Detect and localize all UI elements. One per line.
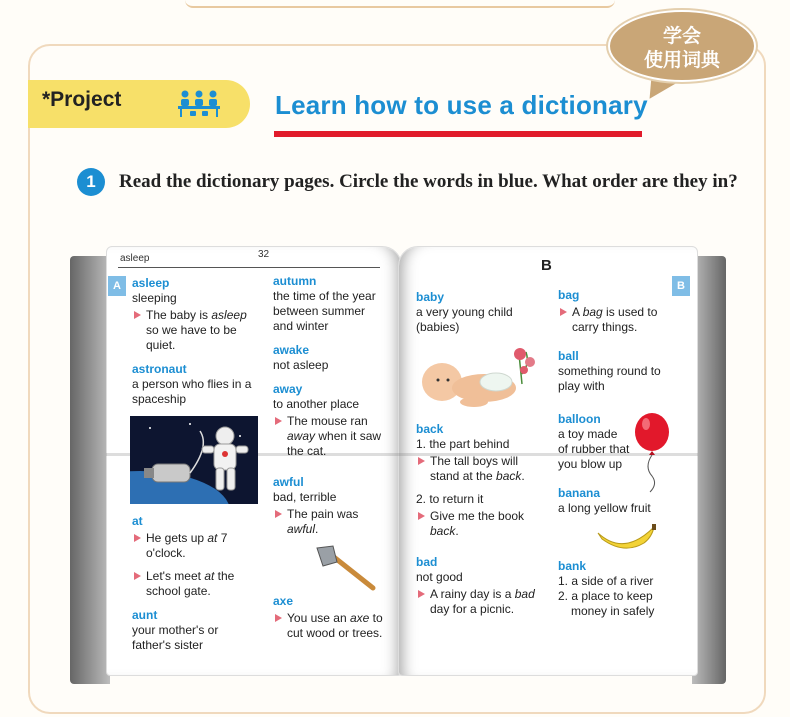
entry-away xyxy=(273,382,388,459)
entry-at xyxy=(132,514,257,599)
definition: 2. to return it xyxy=(416,492,484,506)
definition: to another place xyxy=(273,397,360,411)
definition: 2. a place to keep money in safely xyxy=(558,589,655,618)
example-text: The pain was xyxy=(287,507,359,521)
headword: baby xyxy=(416,290,445,304)
example-keyword: back xyxy=(496,469,522,483)
definition: a very young child (babies) xyxy=(416,305,513,334)
headword: awful xyxy=(273,475,304,489)
group-work-icon xyxy=(176,88,222,118)
example xyxy=(132,569,257,599)
example-text: You use an xyxy=(287,611,350,625)
example-text: Give me the book xyxy=(430,509,525,523)
example-keyword: back xyxy=(430,524,456,538)
thumb-tab-a: A xyxy=(108,276,126,296)
definition: a toy made of rubber that you blow up xyxy=(558,427,630,471)
definition: 1. a side of a river xyxy=(558,574,654,588)
dictionary-column-4 xyxy=(558,288,683,628)
thumb-tab-b: B xyxy=(672,276,690,296)
entry-autumn xyxy=(273,274,388,334)
example-text: The baby is xyxy=(146,308,212,322)
headword: ball xyxy=(558,349,579,363)
section-letter: B xyxy=(541,257,552,274)
example xyxy=(416,509,536,539)
title-underline xyxy=(274,131,642,137)
example-text: so we have to be quiet. xyxy=(146,323,237,352)
entry-bag xyxy=(558,288,683,335)
entry-balloon xyxy=(558,412,683,472)
headword: bag xyxy=(558,288,580,302)
entry-aunt xyxy=(132,608,257,653)
axe-illustration xyxy=(311,544,381,592)
example-text: . xyxy=(315,522,319,536)
definition: the time of the year between summer and winter xyxy=(273,289,376,333)
example-text: The mouse ran xyxy=(287,414,368,428)
entry-back xyxy=(416,422,536,539)
bubble-line-2: 使用词典 xyxy=(643,49,720,71)
example xyxy=(273,414,388,459)
headword: away xyxy=(273,382,303,396)
banana-illustration xyxy=(594,523,658,553)
entry-axe xyxy=(273,594,388,641)
example-text: when it saw the cat. xyxy=(287,429,382,458)
headword: banana xyxy=(558,486,601,500)
definition: not good xyxy=(416,570,463,584)
lesson-title: Learn how to use a dictionary xyxy=(275,90,648,120)
headword: back xyxy=(416,422,444,436)
example xyxy=(132,308,257,353)
example-keyword: axe xyxy=(349,611,370,625)
entry-astronaut xyxy=(132,362,257,407)
example xyxy=(273,611,388,641)
bubble-line-1: 学会 xyxy=(662,25,701,47)
baby-illustration xyxy=(414,344,544,414)
example-keyword: at xyxy=(204,569,215,583)
definition: something round to play with xyxy=(558,364,661,393)
headword: astronaut xyxy=(132,362,187,376)
example-text: Let's meet xyxy=(146,569,205,583)
astronaut-illustration xyxy=(130,416,258,504)
example-text: A rainy day is a xyxy=(430,587,515,601)
definition: sleeping xyxy=(132,291,177,305)
example-keyword: bag xyxy=(582,305,603,319)
example-text: He gets up xyxy=(146,531,208,545)
example-text: day for a picnic. xyxy=(430,602,515,616)
example-text: . xyxy=(521,469,525,483)
definition: a person who flies in a spaceship xyxy=(132,377,252,406)
task-instruction: Read the dictionary pages. Circle the words in blue. What order are they in? xyxy=(119,171,738,192)
definition: your mother's or father's sister xyxy=(132,623,219,652)
example xyxy=(132,531,257,561)
example-keyword: at xyxy=(207,531,218,545)
dictionary-column-3 xyxy=(416,290,536,626)
dictionary-column-1 xyxy=(132,276,257,662)
example xyxy=(416,587,536,617)
page-number: 32 xyxy=(258,249,270,260)
example-text: The tall boys will stand at the xyxy=(430,454,519,483)
definition: a long yellow fruit xyxy=(558,501,651,515)
example-text: the school gate. xyxy=(146,569,235,598)
example xyxy=(273,507,388,537)
entry-awful xyxy=(273,475,388,537)
example-keyword: away xyxy=(287,429,316,443)
definition: not asleep xyxy=(273,358,329,372)
example xyxy=(416,454,536,484)
headword: bad xyxy=(416,555,438,569)
entry-bad xyxy=(416,555,536,617)
headword: at xyxy=(132,514,143,528)
headword: asleep xyxy=(132,276,170,290)
definition: 1. the part behind xyxy=(416,437,510,451)
book-cover-left xyxy=(70,256,110,684)
dictionary-book xyxy=(70,242,726,690)
entry-bank xyxy=(558,559,683,619)
headword: aunt xyxy=(132,608,158,622)
page-header-word: asleep xyxy=(120,253,150,264)
example-text: . xyxy=(455,524,459,538)
example-keyword: asleep xyxy=(211,308,247,322)
entry-ball xyxy=(558,349,683,394)
step-number-badge: 1 xyxy=(77,168,105,196)
entry-awake xyxy=(273,343,388,373)
dictionary-column-2 xyxy=(273,274,388,650)
headword: bank xyxy=(558,559,587,573)
example-text: A xyxy=(572,305,583,319)
headword: awake xyxy=(273,343,310,357)
project-label: *Project xyxy=(42,88,122,111)
example-text: is used to carry things. xyxy=(572,305,658,334)
entry-asleep xyxy=(132,276,257,353)
headword: axe xyxy=(273,594,294,608)
example-text: 7 o'clock. xyxy=(146,531,228,560)
example-keyword: awful xyxy=(287,522,316,536)
balloon-illustration xyxy=(632,412,672,494)
example xyxy=(558,305,683,335)
entry-baby xyxy=(416,290,536,335)
headword: autumn xyxy=(273,274,317,288)
top-decoration xyxy=(185,0,615,8)
example-text: to cut wood or trees. xyxy=(287,611,383,640)
speech-bubble xyxy=(608,10,756,82)
page-header-rule xyxy=(118,267,380,268)
headword: balloon xyxy=(558,412,601,426)
example-keyword: bad xyxy=(514,587,535,601)
definition: bad, terrible xyxy=(273,490,337,504)
